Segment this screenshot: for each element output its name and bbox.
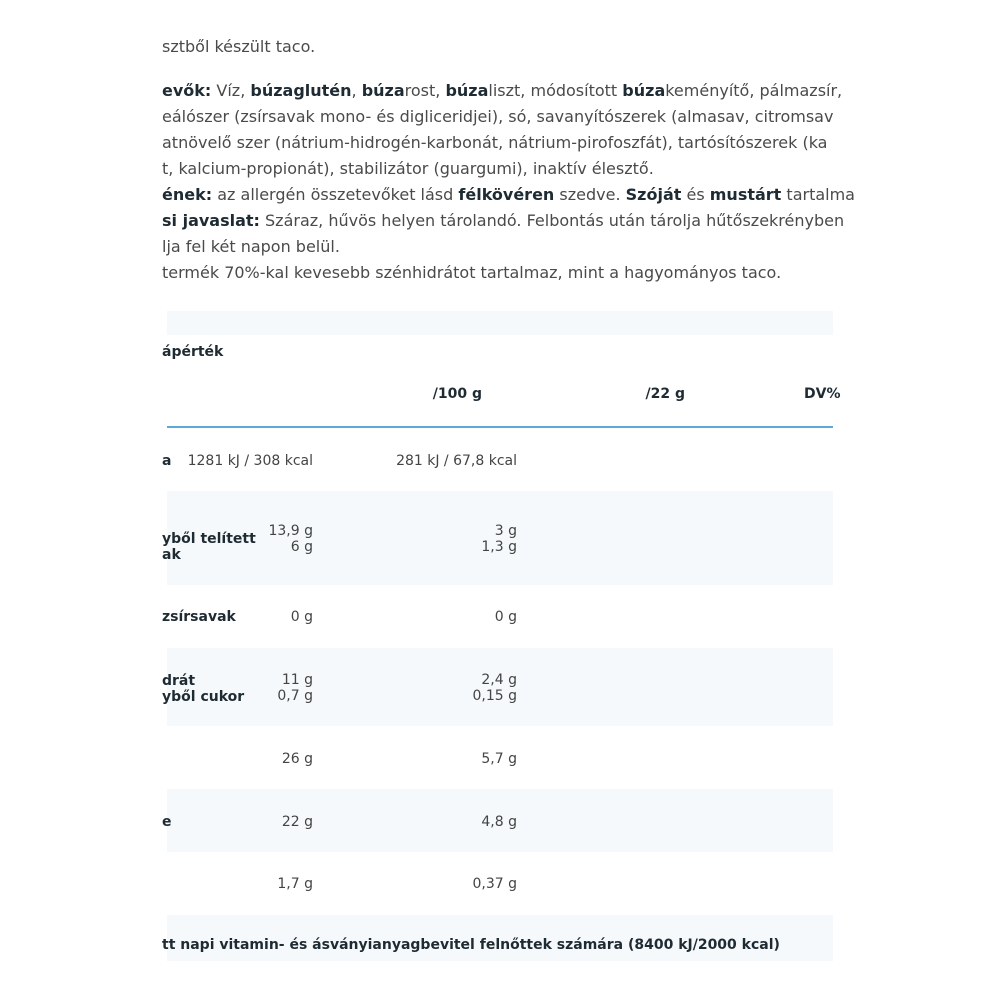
storage-line-2: lja fel két napon belül. — [162, 237, 340, 256]
protein-per-22g: 4,8 g — [481, 814, 517, 830]
row-label-energy: a — [162, 453, 172, 469]
carb-per-100g: 11 g 0,7 g — [277, 672, 313, 704]
column-header-dv: DV% — [804, 386, 841, 402]
ingredients-line-2: eálószer (zsírsavak mono- és digliceridjei), só, savanyítószerek (almasav, citromsav — [162, 107, 834, 126]
column-header-22g: /22 g — [645, 386, 685, 402]
energy-per-100g: 1281 kJ / 308 kcal — [187, 453, 313, 469]
row-label-carbohydrate: drát yből cukor — [162, 673, 245, 705]
ingredients-line-4: t, kalcium-propionát), stabilizátor (guargumi), inaktív élesztő. — [162, 159, 654, 178]
allergen-line: ének: az allergén összetevőket lásd félkövéren szedve. Szóját és mustárt tartalma — [162, 185, 855, 204]
fibre-per-100g: 26 g — [281, 751, 313, 767]
storage-line: si javaslat: Száraz, hűvös helyen tárolandó. Felbontás után tárolja hűtőszekrényben — [162, 211, 845, 230]
salt-per-100g: 1,7 g — [277, 876, 313, 892]
table-header-divider — [167, 426, 833, 428]
carb-claim-line: termék 70%-kal kevesebb szénhidrátot tartalmaz, mint a hagyományos taco. — [162, 263, 782, 282]
energy-per-22g: 281 kJ / 67,8 kcal — [396, 453, 517, 469]
ingredients-line: evők: Víz, búzaglutén, búzarost, búzaliszt, módosított búzakeményítő, pálmazsír, — [162, 81, 843, 100]
row-label-trans-fat: zsírsavak — [162, 609, 236, 625]
reference-intake-footnote: tt napi vitamin- és ásványianyagbevitel felnőttek számára (8400 kJ/2000 kcal) — [162, 937, 780, 953]
fibre-per-22g: 5,7 g — [481, 751, 517, 767]
salt-per-22g: 0,37 g — [472, 876, 517, 892]
protein-per-100g: 22 g — [281, 814, 313, 830]
product-description — [0, 34, 1000, 286]
table-top-band — [167, 311, 833, 335]
ingredients-line-3: atnövelő szer (nátrium-hidrogén-karbonát, nátrium-pirofoszfát), tartósítószerek (ka — [162, 133, 828, 152]
carb-per-22g: 2,4 g 0,15 g — [472, 672, 517, 704]
nutrition-table-title: ápérték — [162, 344, 224, 360]
trans-fat-per-22g: 0 g — [494, 609, 517, 625]
column-header-100g: /100 g — [432, 386, 482, 402]
row-label-protein: e — [162, 814, 172, 830]
fat-per-100g: 13,9 g 6 g — [268, 523, 313, 555]
trans-fat-per-100g: 0 g — [290, 609, 313, 625]
row-label-fat: yből telített ak — [162, 531, 256, 563]
fat-per-22g: 3 g 1,3 g — [481, 523, 517, 555]
description-line-1: sztből készült taco. — [162, 37, 316, 56]
